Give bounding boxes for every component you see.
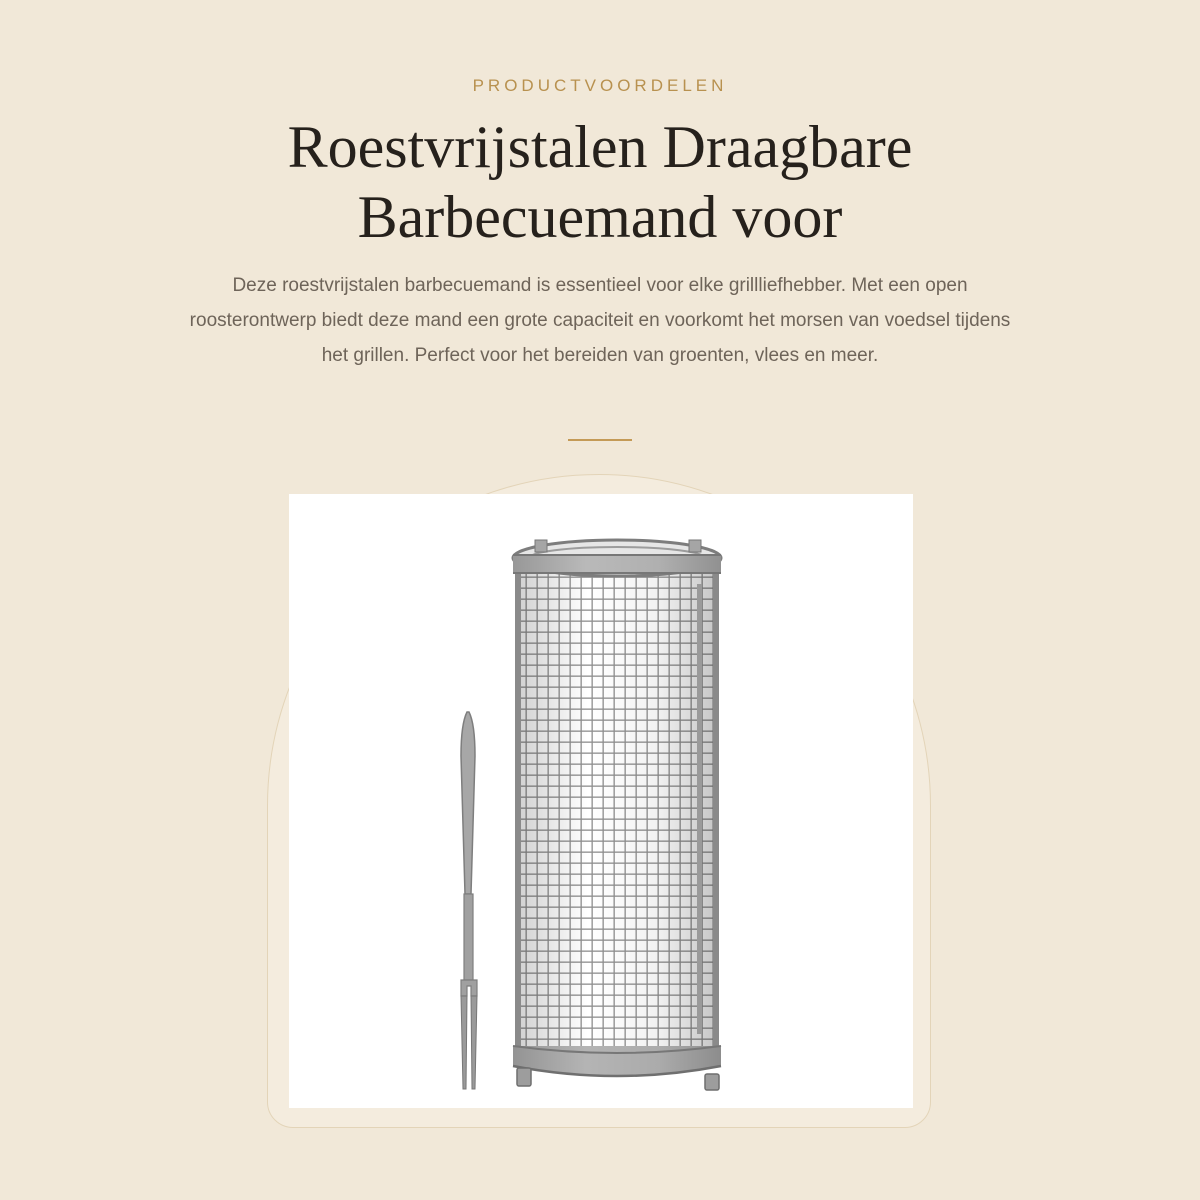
product-image <box>289 494 913 1108</box>
accent-divider <box>568 439 632 441</box>
section-eyebrow: PRODUCTVOORDELEN <box>472 76 728 95</box>
barbecue-fork-icon <box>461 712 477 1089</box>
mesh-basket-icon <box>513 540 721 1090</box>
section-title <box>100 112 1100 252</box>
product-illustration <box>289 494 913 1108</box>
section-title-line-2: Barbecuemand voor <box>357 184 843 250</box>
section-description: Deze roestvrijstalen barbecuemand is essentieel voor elke grillliefhebber. Met een open roosterontwerp biedt deze mand een grote capaciteit en voorkomt het morsen van voedsel tijdens het grillen. Perfect voor het bereiden van groenten, vlees en meer. <box>189 275 1011 366</box>
section-title-line-1: Roestvrijstalen Draagbare <box>287 114 913 180</box>
